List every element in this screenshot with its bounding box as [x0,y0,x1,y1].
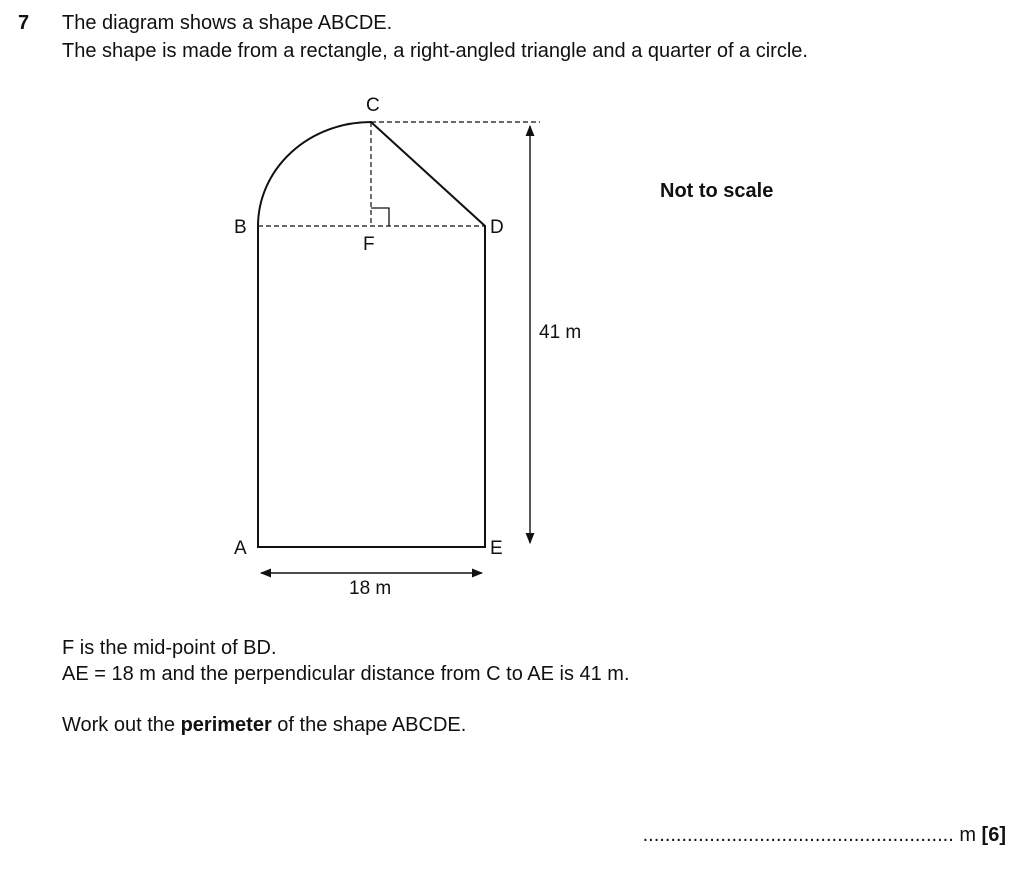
info-line-2: AE = 18 m and the perpendicular distance from C to AE is 41 m. [62,663,630,685]
label-e: E [490,538,503,559]
label-f: F [363,234,375,255]
height-label: 41 m [539,322,582,343]
label-a: A [234,538,247,559]
question-intro-line-1: The diagram shows a shape ABCDE. [62,12,393,34]
task-prefix: Work out the [62,714,181,736]
answer-line[interactable] [643,824,1006,847]
label-d: D [490,217,504,238]
marks-badge: [6] [981,824,1006,846]
task-emphasis: perimeter [180,714,272,736]
task-instruction [62,714,466,737]
label-c: C [366,95,380,116]
task-suffix: of the shape ABCDE. [271,714,467,736]
shape-outline [258,122,485,547]
question-number: 7 [18,12,30,34]
not-to-scale-note: Not to scale [660,180,774,202]
answer-dots[interactable]: ........................................................ [642,824,954,846]
width-label: 18 m [349,578,392,599]
answer-unit: m [953,824,982,846]
info-line-1: F is the mid-point of BD. [62,637,277,659]
label-b: B [234,217,247,238]
right-angle-marker [371,208,389,226]
question-intro-line-2: The shape is made from a rectangle, a right-angled triangle and a quarter of a circle. [62,40,808,62]
